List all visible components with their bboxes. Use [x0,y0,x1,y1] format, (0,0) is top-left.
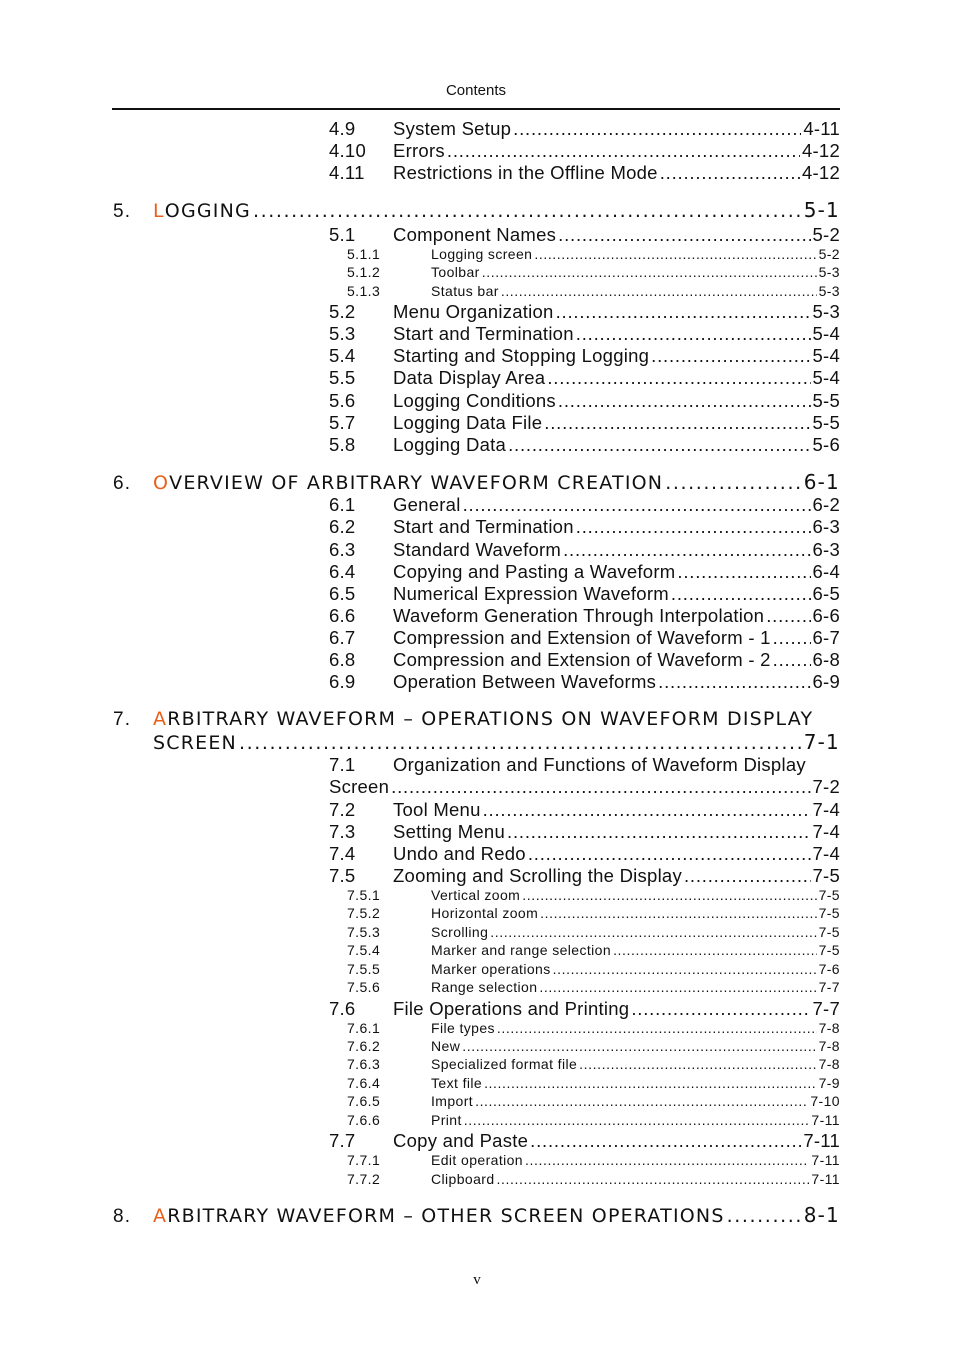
entry-page: 5-6 [812,434,840,455]
entry-number: 5.1.2 [347,264,381,280]
dot-leader [497,1020,817,1036]
dot-leader [475,1093,808,1109]
toc-chapter-7-continued[interactable] [153,730,840,754]
dot-leader [463,494,811,516]
entry-title: File types [431,1020,495,1036]
entry-number: 7.1 [329,754,356,775]
toc-entry-5-1-2[interactable] [347,264,840,280]
entry-page: 7-5 [812,865,840,886]
entry-number: 5.4 [329,345,356,366]
entry-title: Logging Conditions [393,390,556,411]
entry-title: Print [431,1112,462,1128]
entry-page: 6-6 [812,605,840,626]
toc-entry-6-6[interactable] [329,605,840,627]
entry-title: General [393,494,461,515]
chapter-title: RBITRARY WAVEFORM – OTHER SCREEN OPERATIONS [167,1205,725,1227]
entry-number: 7.5.1 [347,887,381,903]
entry-number: 5.5 [329,367,356,388]
toc-entry-7-5-3[interactable] [347,924,840,940]
dot-leader [253,200,802,222]
entry-page: 7-11 [811,1112,840,1128]
entry-page: 7-11 [803,1130,840,1151]
dot-leader [484,1075,817,1091]
chapter-number: 6. [113,473,132,494]
chapter-page: 7-1 [803,730,840,754]
entry-number: 6.1 [329,494,356,515]
dot-leader [497,1171,810,1187]
dot-leader [773,649,811,671]
toc-entry-7-1[interactable] [329,754,840,776]
entry-title: Compression and Extension of Waveform - 2 [393,649,771,670]
toc-entry-5-4[interactable] [329,345,840,367]
dot-leader [483,799,811,821]
entry-title: Copying and Pasting a Waveform [393,561,676,582]
entry-page: 6-3 [812,516,840,537]
entry-page: 5-2 [812,224,840,245]
entry-number: 7.2 [329,799,356,820]
dot-leader [522,887,816,903]
entry-page: 6-8 [812,649,840,670]
entry-page: 5-4 [812,345,840,366]
dot-leader [556,301,811,323]
entry-number: 7.7 [329,1130,356,1151]
toc-entry-7-6-4[interactable] [347,1075,840,1091]
dot-leader [660,162,800,184]
entry-title: Clipboard [431,1171,495,1187]
entry-title: Scrolling [431,924,489,940]
entry-number: 6.2 [329,516,356,537]
entry-page: 6-5 [812,583,840,604]
dot-leader [563,539,810,561]
entry-title: Range selection [431,979,538,995]
entry-number: 5.1 [329,224,356,245]
entry-number: 5.3 [329,323,356,344]
toc-entry-4-10[interactable] [329,140,840,162]
entry-page: 7-7 [812,998,840,1019]
dot-leader [553,961,817,977]
toc-entry-7-6-1[interactable] [347,1020,840,1036]
toc-entry-7-7-2[interactable] [347,1171,840,1187]
dot-leader [576,516,811,538]
toc-chapter-8[interactable] [113,1203,840,1228]
entry-number: 6.6 [329,605,356,626]
toc-entry-7-4[interactable] [329,843,840,865]
entry-page: 5-4 [812,323,840,344]
toc-entry-7-5-5[interactable] [347,961,840,977]
entry-page: 7-11 [811,1152,840,1168]
entry-title: Toolbar [431,264,480,280]
entry-title: Logging screen [431,246,533,262]
dot-leader [631,998,810,1020]
toc-chapter-5[interactable] [113,198,840,223]
entry-title: Copy and Paste [393,1130,529,1151]
dot-leader [558,390,811,412]
toc-entry-5-2[interactable] [329,301,840,323]
toc-entry-7-7-1[interactable] [347,1152,840,1168]
chapter-initial: L [153,200,165,222]
entry-number: 7.5.6 [347,979,381,995]
entry-title: Status bar [431,283,499,299]
toc-entry-7-6[interactable] [329,998,840,1020]
entry-page: 4-12 [801,162,840,183]
toc-chapter-7[interactable] [113,708,840,731]
entry-title: Edit operation [431,1152,523,1168]
dot-leader [671,583,811,605]
dot-leader [482,264,817,280]
toc-entry-7-5-1[interactable] [347,887,840,903]
entry-title: Waveform Generation Through Interpolation [393,605,765,626]
entry-title: New [431,1038,461,1054]
dot-leader [665,472,802,494]
dot-leader [508,434,810,456]
toc-entry-6-7[interactable] [329,627,840,649]
entry-page: 6-4 [812,561,840,582]
dot-leader [651,345,810,367]
page-header: Contents [445,82,507,99]
entry-title: Logging Data [393,434,507,455]
toc-entry-5-1-3[interactable] [347,283,840,299]
entry-page: 7-4 [812,799,840,820]
entry-title-line2: Screen [329,776,390,797]
entry-number: 7.6.5 [347,1093,381,1109]
toc-entry-5-3[interactable] [329,323,840,345]
entry-page: 5-4 [812,367,840,388]
toc-entry-7-6-3[interactable] [347,1056,840,1072]
toc-entry-4-11[interactable] [329,162,840,184]
dot-leader [544,412,810,434]
entry-title: Errors [393,140,445,161]
entry-title: Zooming and Scrolling the Display [393,865,682,886]
toc-entry-5-7[interactable] [329,412,840,434]
entry-number: 7.5.5 [347,961,381,977]
page-number: v [473,1272,481,1288]
toc-entry-7-5-2[interactable] [347,905,840,921]
chapter-title: RBITRARY WAVEFORM – OPERATIONS ON WAVEFORM DISPLAY [167,708,814,730]
entry-page: 7-9 [818,1075,840,1091]
dot-leader [391,776,810,798]
entry-page: 6-2 [812,494,840,515]
entry-title: Operation Between Waveforms [393,671,657,692]
toc-entry-6-4[interactable] [329,561,840,583]
entry-number: 5.7 [329,412,356,433]
dot-leader [490,924,816,940]
entry-number: 7.5.2 [347,905,381,921]
entry-page: 7-8 [818,1038,840,1054]
toc-entry-5-1[interactable] [329,224,840,246]
entry-title: Setting Menu [393,821,506,842]
entry-page: 7-11 [811,1171,840,1187]
entry-number: 4.10 [329,140,367,161]
chapter-title: VERVIEW OF ARBITRARY WAVEFORM CREATION [169,472,664,494]
entry-page: 7-5 [818,942,840,958]
toc-entry-7-7[interactable] [329,1130,840,1152]
entry-title: Marker operations [431,961,551,977]
toc-entry-5-5[interactable] [329,367,840,389]
entry-number: 7.6.6 [347,1112,381,1128]
toc-entry-7-6-5[interactable] [347,1093,840,1109]
entry-page: 5-3 [818,264,840,280]
dot-leader [464,1112,810,1128]
entry-number: 6.9 [329,671,356,692]
entry-page: 6-7 [812,627,840,648]
chapter-number: 7. [113,709,132,730]
entry-page: 7-8 [818,1020,840,1036]
chapter-page: 5-1 [803,198,840,222]
entry-number: 4.11 [329,162,365,183]
toc-entry-6-5[interactable] [329,583,840,605]
dot-leader [677,561,810,583]
entry-page: 6-9 [812,671,840,692]
dot-leader [547,367,810,389]
entry-number: 5.1.1 [347,246,381,262]
chapter-initial: O [153,472,170,494]
entry-number: 7.3 [329,821,356,842]
entry-page: 7-4 [812,821,840,842]
entry-title: Marker and range selection [431,942,612,958]
dot-leader [576,323,811,345]
toc-entry-6-9[interactable] [329,671,840,693]
chapter-initial: A [153,1205,168,1227]
entry-page: 5-5 [812,390,840,411]
toc-entry-6-3[interactable] [329,539,840,561]
entry-number: 5.8 [329,434,356,455]
entry-number: 6.4 [329,561,356,582]
entry-number: 7.5.4 [347,942,381,958]
entry-number: 5.1.3 [347,283,381,299]
toc-entry-7-6-6[interactable] [347,1112,840,1128]
entry-title: Component Names [393,224,557,245]
toc-chapter-6[interactable] [113,470,840,495]
entry-page: 4-12 [801,140,840,161]
dot-leader [525,1152,809,1168]
entry-title: Compression and Extension of Waveform - 1 [393,627,771,648]
entry-page: 7-10 [810,1093,840,1109]
chapter-title-line2: SCREEN [153,732,237,754]
chapter-page: 8-1 [803,1203,840,1227]
entry-title: Data Display Area [393,367,546,388]
entry-number: 7.7.2 [347,1171,381,1187]
entry-number: 7.5.3 [347,924,381,940]
dot-leader [613,942,817,958]
entry-page: 5-3 [818,283,840,299]
entry-number: 6.3 [329,539,356,560]
entry-title: Tool Menu [393,799,481,820]
entry-page: 7-5 [818,887,840,903]
entry-page: 5-2 [818,246,840,262]
entry-page: 4-11 [803,118,840,139]
toc-entry-7-5-6[interactable] [347,979,840,995]
entry-title: Vertical zoom [431,887,521,903]
toc-entry-5-8[interactable] [329,434,840,456]
entry-title: Menu Organization [393,301,554,322]
entry-page: 7-4 [812,843,840,864]
entry-title: File Operations and Printing [393,998,630,1019]
entry-title: Specialized format file [431,1056,578,1072]
dot-leader [462,1038,816,1054]
dot-leader [507,821,810,843]
dot-leader [579,1056,816,1072]
entry-number: 7.6.3 [347,1056,381,1072]
entry-title: Starting and Stopping Logging [393,345,650,366]
toc-entry-4-9[interactable] [329,118,840,140]
entry-number: 7.6.4 [347,1075,381,1091]
dot-leader [528,843,811,865]
entry-title: System Setup [393,118,512,139]
entry-title: Undo and Redo [393,843,526,864]
entry-page: 5-5 [812,412,840,433]
entry-title: Logging Data File [393,412,543,433]
entry-page: 5-3 [812,301,840,322]
entry-page: 7-7 [818,979,840,995]
entry-title: Text file [431,1075,483,1091]
entry-title: Numerical Expression Waveform [393,583,669,604]
dot-leader [539,979,816,995]
toc-entry-7-5[interactable] [329,865,840,887]
dot-leader [534,246,816,262]
chapter-number: 8. [113,1206,132,1227]
entry-page: 7-5 [818,905,840,921]
dot-leader [727,1205,802,1227]
toc-entry-5-6[interactable] [329,390,840,412]
entry-number: 7.5 [329,865,356,886]
toc-entry-6-1[interactable] [329,494,840,516]
dot-leader [684,865,811,887]
entry-number: 5.2 [329,301,356,322]
entry-title: Start and Termination [393,323,574,344]
entry-number: 4.9 [329,118,356,139]
entry-title: Organization and Functions of Waveform Display [393,754,806,775]
entry-title: Import [431,1093,474,1109]
chapter-page: 6-1 [803,470,840,494]
chapter-number: 5. [113,201,132,222]
entry-page: 6-3 [812,539,840,560]
dot-leader [658,671,810,693]
dot-leader [239,732,802,754]
entry-page: 7-5 [818,924,840,940]
entry-number: 7.7.1 [347,1152,381,1168]
entry-number: 6.8 [329,649,356,670]
entry-number: 5.6 [329,390,356,411]
toc-entry-6-2[interactable] [329,516,840,538]
entry-title: Standard Waveform [393,539,562,560]
entry-title: Start and Termination [393,516,574,537]
toc-entry-7-5-4[interactable] [347,942,840,958]
dot-leader [773,627,811,649]
chapter-initial: A [153,708,168,730]
dot-leader [530,1130,801,1152]
toc-entry-7-2[interactable] [329,799,840,821]
toc-entry-6-8[interactable] [329,649,840,671]
toc-entry-5-1-1[interactable] [347,246,840,262]
dot-leader [501,283,817,299]
entry-page: 7-6 [818,961,840,977]
entry-number: 7.6.1 [347,1020,381,1036]
entry-number: 6.7 [329,627,356,648]
toc-entry-7-3[interactable] [329,821,840,843]
dot-leader [513,118,801,140]
dot-leader [540,905,816,921]
dot-leader [447,140,800,162]
toc-entry-7-6-2[interactable] [347,1038,840,1054]
entry-title: Restrictions in the Offline Mode [393,162,658,183]
entry-number: 6.5 [329,583,356,604]
dot-leader [766,605,810,627]
entry-page: 7-2 [812,776,840,797]
entry-number: 7.6.2 [347,1038,381,1054]
chapter-title: OGGING [164,200,251,222]
entry-number: 7.6 [329,998,356,1019]
entry-title: Horizontal zoom [431,905,539,921]
entry-page: 7-8 [818,1056,840,1072]
dot-leader [558,224,810,246]
entry-number: 7.4 [329,843,356,864]
toc-entry-7-1-continued[interactable] [329,776,840,798]
